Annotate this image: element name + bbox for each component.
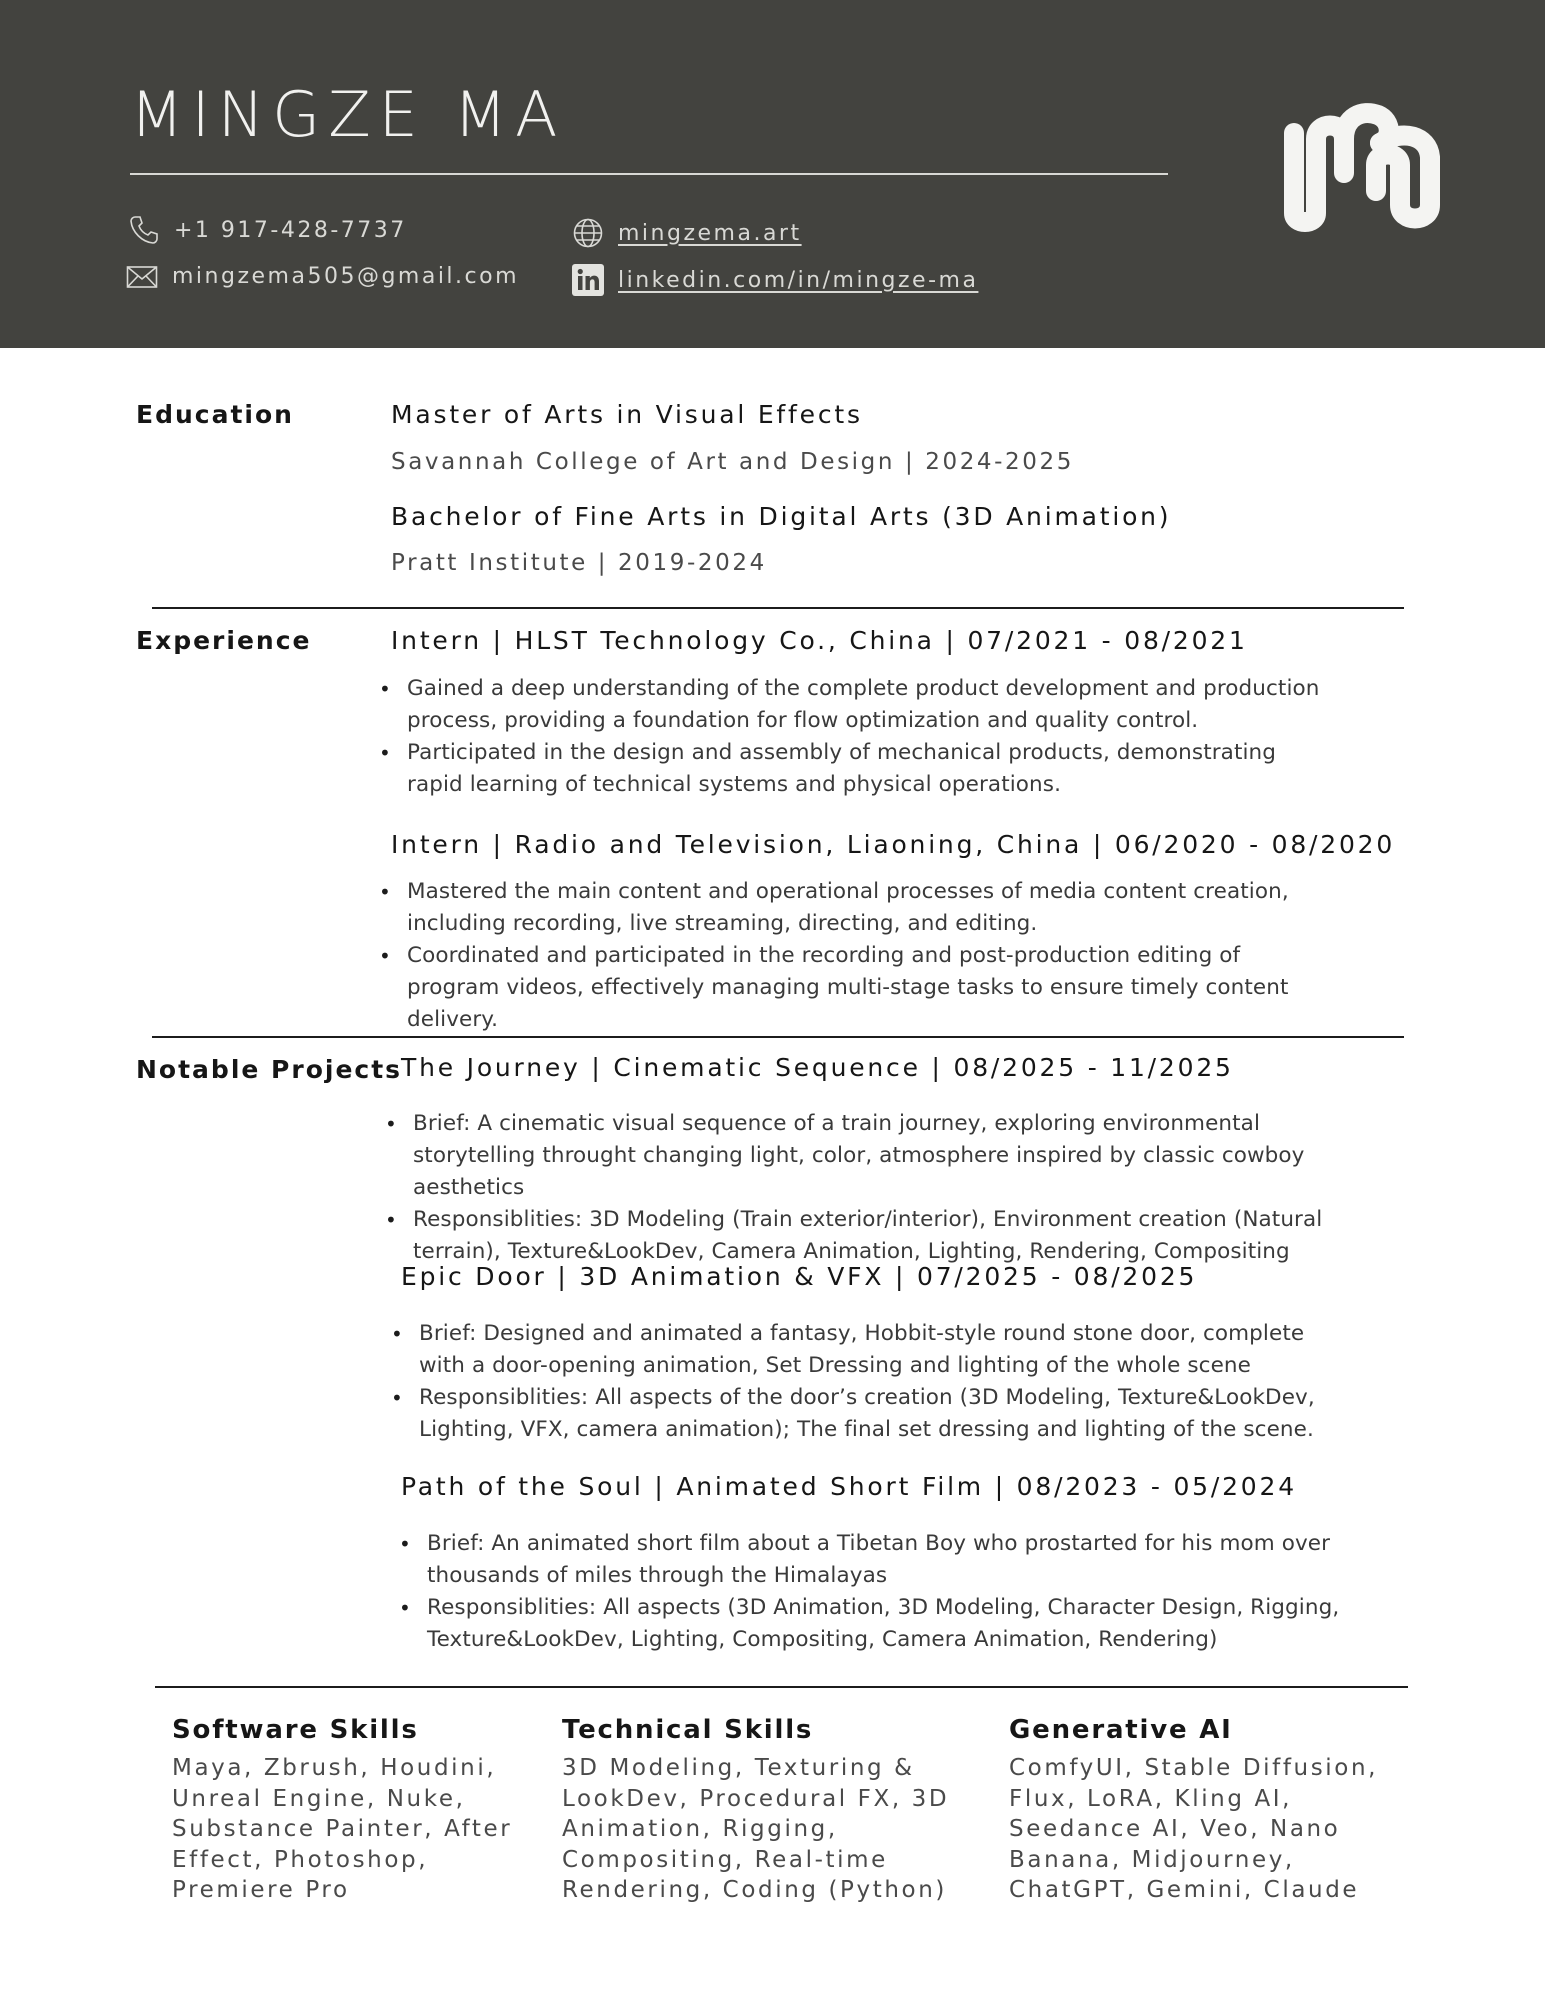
education-sub-2: Pratt Institute | 2019-2024 [391, 550, 767, 576]
website-contact [572, 217, 802, 249]
experience-title-1: Intern | HLST Technology Co., China | 07/2021 - 08/2021 [391, 626, 1248, 655]
list-item: • Gained a deep understanding of the complete product development and production process, providing a foundation for flow optimization and quality control. [379, 673, 1329, 737]
phone-number: +1 917-428-7737 [174, 217, 407, 243]
header-banner [0, 0, 1545, 348]
projects-label: Notable Projects [136, 1055, 403, 1084]
phone-contact [128, 214, 407, 246]
experience-title-2: Intern | Radio and Television, Liaoning, China | 06/2020 - 08/2020 [391, 830, 1396, 859]
list-item: • Responsiblities: 3D Modeling (Train exterior/interior), Environment creation (Natural terrain), Texture&LookDev, Camera Animation, Lighting, Rendering, Compositing [385, 1204, 1345, 1268]
project-bullets-3 [399, 1528, 1349, 1656]
email-contact [126, 264, 519, 289]
technical-skills-text: 3D Modeling, Texturing & LookDev, Procedural FX, 3D Animation, Rigging, Compositing, Real-time Rendering, Coding (Python) [562, 1755, 950, 1903]
list-item: • Brief: An animated short film about a Tibetan Boy who prostarted for his mom over thousands of miles through the Himalayas [399, 1528, 1349, 1592]
website-link[interactable]: mingzema.art [618, 220, 802, 246]
generative-ai-text: ComfyUI, Stable Diffusion, Flux, LoRA, Kling AI, Seedance AI, Veo, Nano Banana, Midjourney, ChatGPT, Gemini, Claude [1009, 1755, 1379, 1903]
experience-bullets-1 [379, 673, 1329, 801]
phone-icon [128, 214, 160, 246]
linkedin-contact [572, 264, 978, 296]
list-item: • Brief: A cinematic visual sequence of a train journey, exploring environmental storytelling throught changing light, color, atmosphere inspired by classic cowboy aesthetics [385, 1108, 1345, 1204]
section-divider [152, 607, 1404, 609]
project-bullets-1 [385, 1108, 1345, 1268]
education-label: Education [136, 400, 294, 429]
technical-skills-heading: Technical Skills [562, 1715, 814, 1745]
globe-icon [572, 217, 604, 249]
section-divider [152, 1036, 1404, 1038]
list-item: • Participated in the design and assembly of mechanical products, demonstrating rapid learning of technical systems and physical operations. [379, 737, 1329, 801]
education-title-1: Master of Arts in Visual Effects [391, 400, 863, 429]
generative-ai-skills [1009, 1713, 1409, 1906]
list-item: • Responsiblities: All aspects (3D Animation, 3D Modeling, Character Design, Rigging, Texture&LookDev, Lighting, Compositing, Camera Animation, Rendering) [399, 1592, 1349, 1656]
section-divider [155, 1686, 1408, 1688]
list-item: • Responsiblities: All aspects of the door’s creation (3D Modeling, Texture&LookDev, Lighting, VFX, camera animation); The final set dressing and lighting of the scene. [391, 1382, 1351, 1446]
project-title-1: The Journey | Cinematic Sequence | 08/2025 - 11/2025 [401, 1053, 1234, 1082]
experience-bullets-2 [379, 876, 1329, 1036]
list-item: • Mastered the main content and operational processes of media content creation, including recording, live streaming, directing, and editing. [379, 876, 1329, 940]
project-bullets-2 [391, 1318, 1351, 1446]
person-name: MINGZE MA [130, 78, 566, 151]
monogram-logo-icon [1280, 95, 1445, 244]
email-link[interactable]: mingzema505@gmail.com [172, 264, 520, 289]
header-divider [130, 173, 1168, 175]
generative-ai-heading: Generative AI [1009, 1715, 1233, 1745]
software-skills-heading: Software Skills [172, 1715, 419, 1745]
education-title-2: Bachelor of Fine Arts in Digital Arts (3D Animation) [391, 502, 1172, 531]
software-skills-text: Maya, Zbrush, Houdini, Unreal Engine, Nuke, Substance Painter, After Effect, Photoshop, Premiere Pro [172, 1755, 513, 1903]
list-item: • Coordinated and participated in the recording and post-production editing of program videos, effectively managing multi-stage tasks to ensure timely content delivery. [379, 940, 1329, 1036]
envelope-icon [126, 265, 158, 289]
experience-label: Experience [136, 626, 312, 655]
project-title-2: Epic Door | 3D Animation & VFX | 07/2025 - 08/2025 [401, 1262, 1198, 1291]
software-skills [172, 1713, 524, 1906]
education-sub-1: Savannah College of Art and Design | 2024-2025 [391, 449, 1074, 475]
linkedin-icon [572, 264, 604, 296]
list-item: • Brief: Designed and animated a fantasy, Hobbit-style round stone door, complete with a door-opening animation, Set Dressing and lighting of the whole scene [391, 1318, 1351, 1382]
project-title-3: Path of the Soul | Animated Short Film | 08/2023 - 05/2024 [401, 1472, 1297, 1501]
technical-skills [562, 1713, 1000, 1906]
linkedin-link[interactable]: linkedin.com/in/mingze-ma [618, 267, 979, 293]
